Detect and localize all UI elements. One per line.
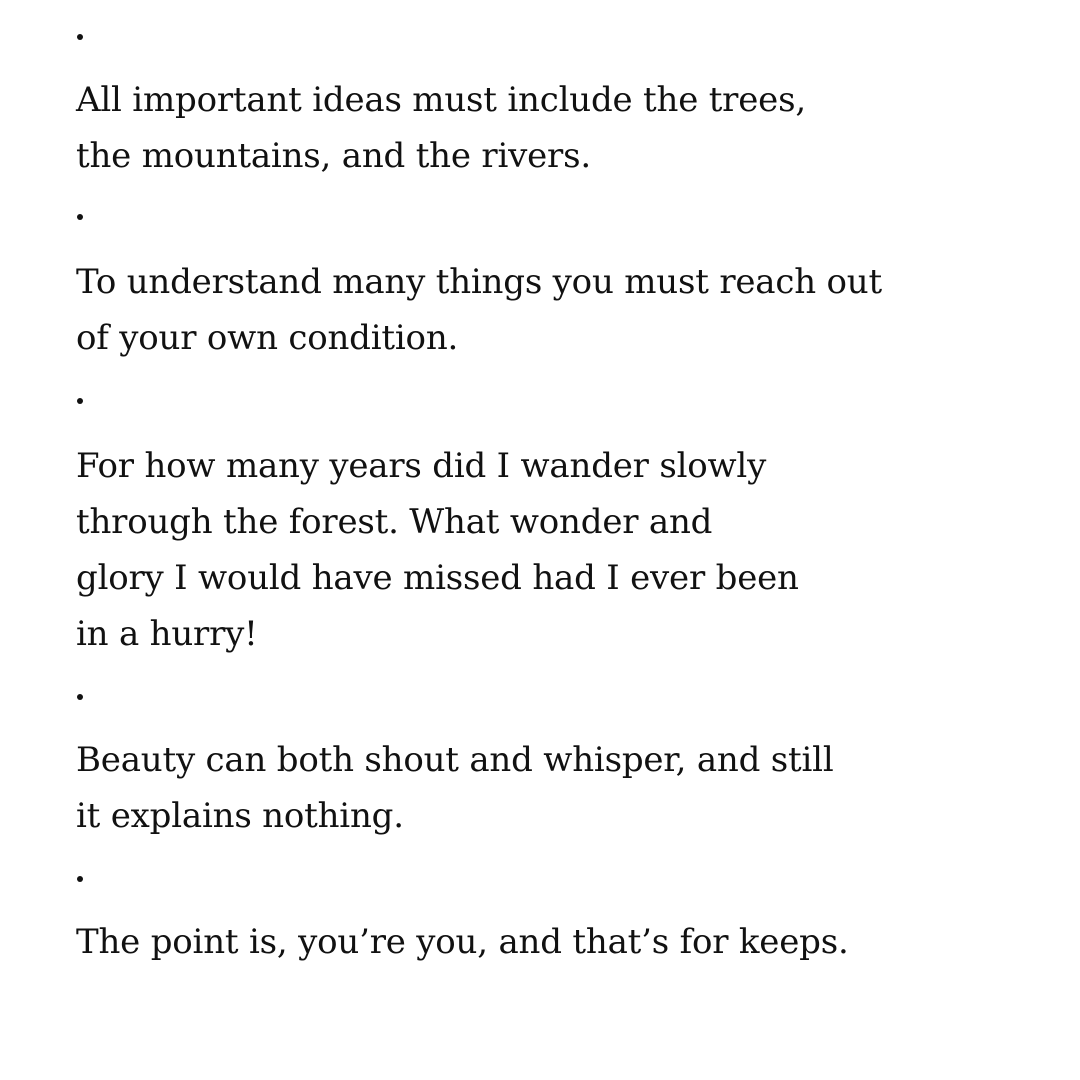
passage-1-line-2: the mountains, and the rivers. (76, 136, 591, 176)
passage-3-line-2: through the forest. What wonder and (76, 502, 713, 542)
passage-5-line-1: The point is, you’re you, and that’s for keeps. (76, 922, 849, 962)
passage-1-line-1: All important ideas must include the trees, (76, 80, 806, 120)
passage-3-line-4: in a hurry! (76, 614, 258, 654)
passage-4-line-2: it explains nothing. (76, 796, 404, 836)
passage-3-line-1: For how many years did I wander slowly (76, 446, 767, 486)
passage-2-line-1: To understand many things you must reach out (76, 262, 882, 302)
passage-4-line-1: Beauty can both shout and whisper, and still (76, 740, 834, 780)
passage-2-line-2: of your own condition. (76, 318, 459, 358)
bullet-separator (77, 214, 83, 220)
bullet-separator (77, 34, 83, 40)
text-page (76, 0, 1036, 1080)
passage-3-line-3: glory I would have missed had I ever been (76, 558, 799, 598)
bullet-separator (77, 398, 83, 404)
bullet-separator (77, 694, 83, 700)
bullet-separator (77, 876, 83, 882)
